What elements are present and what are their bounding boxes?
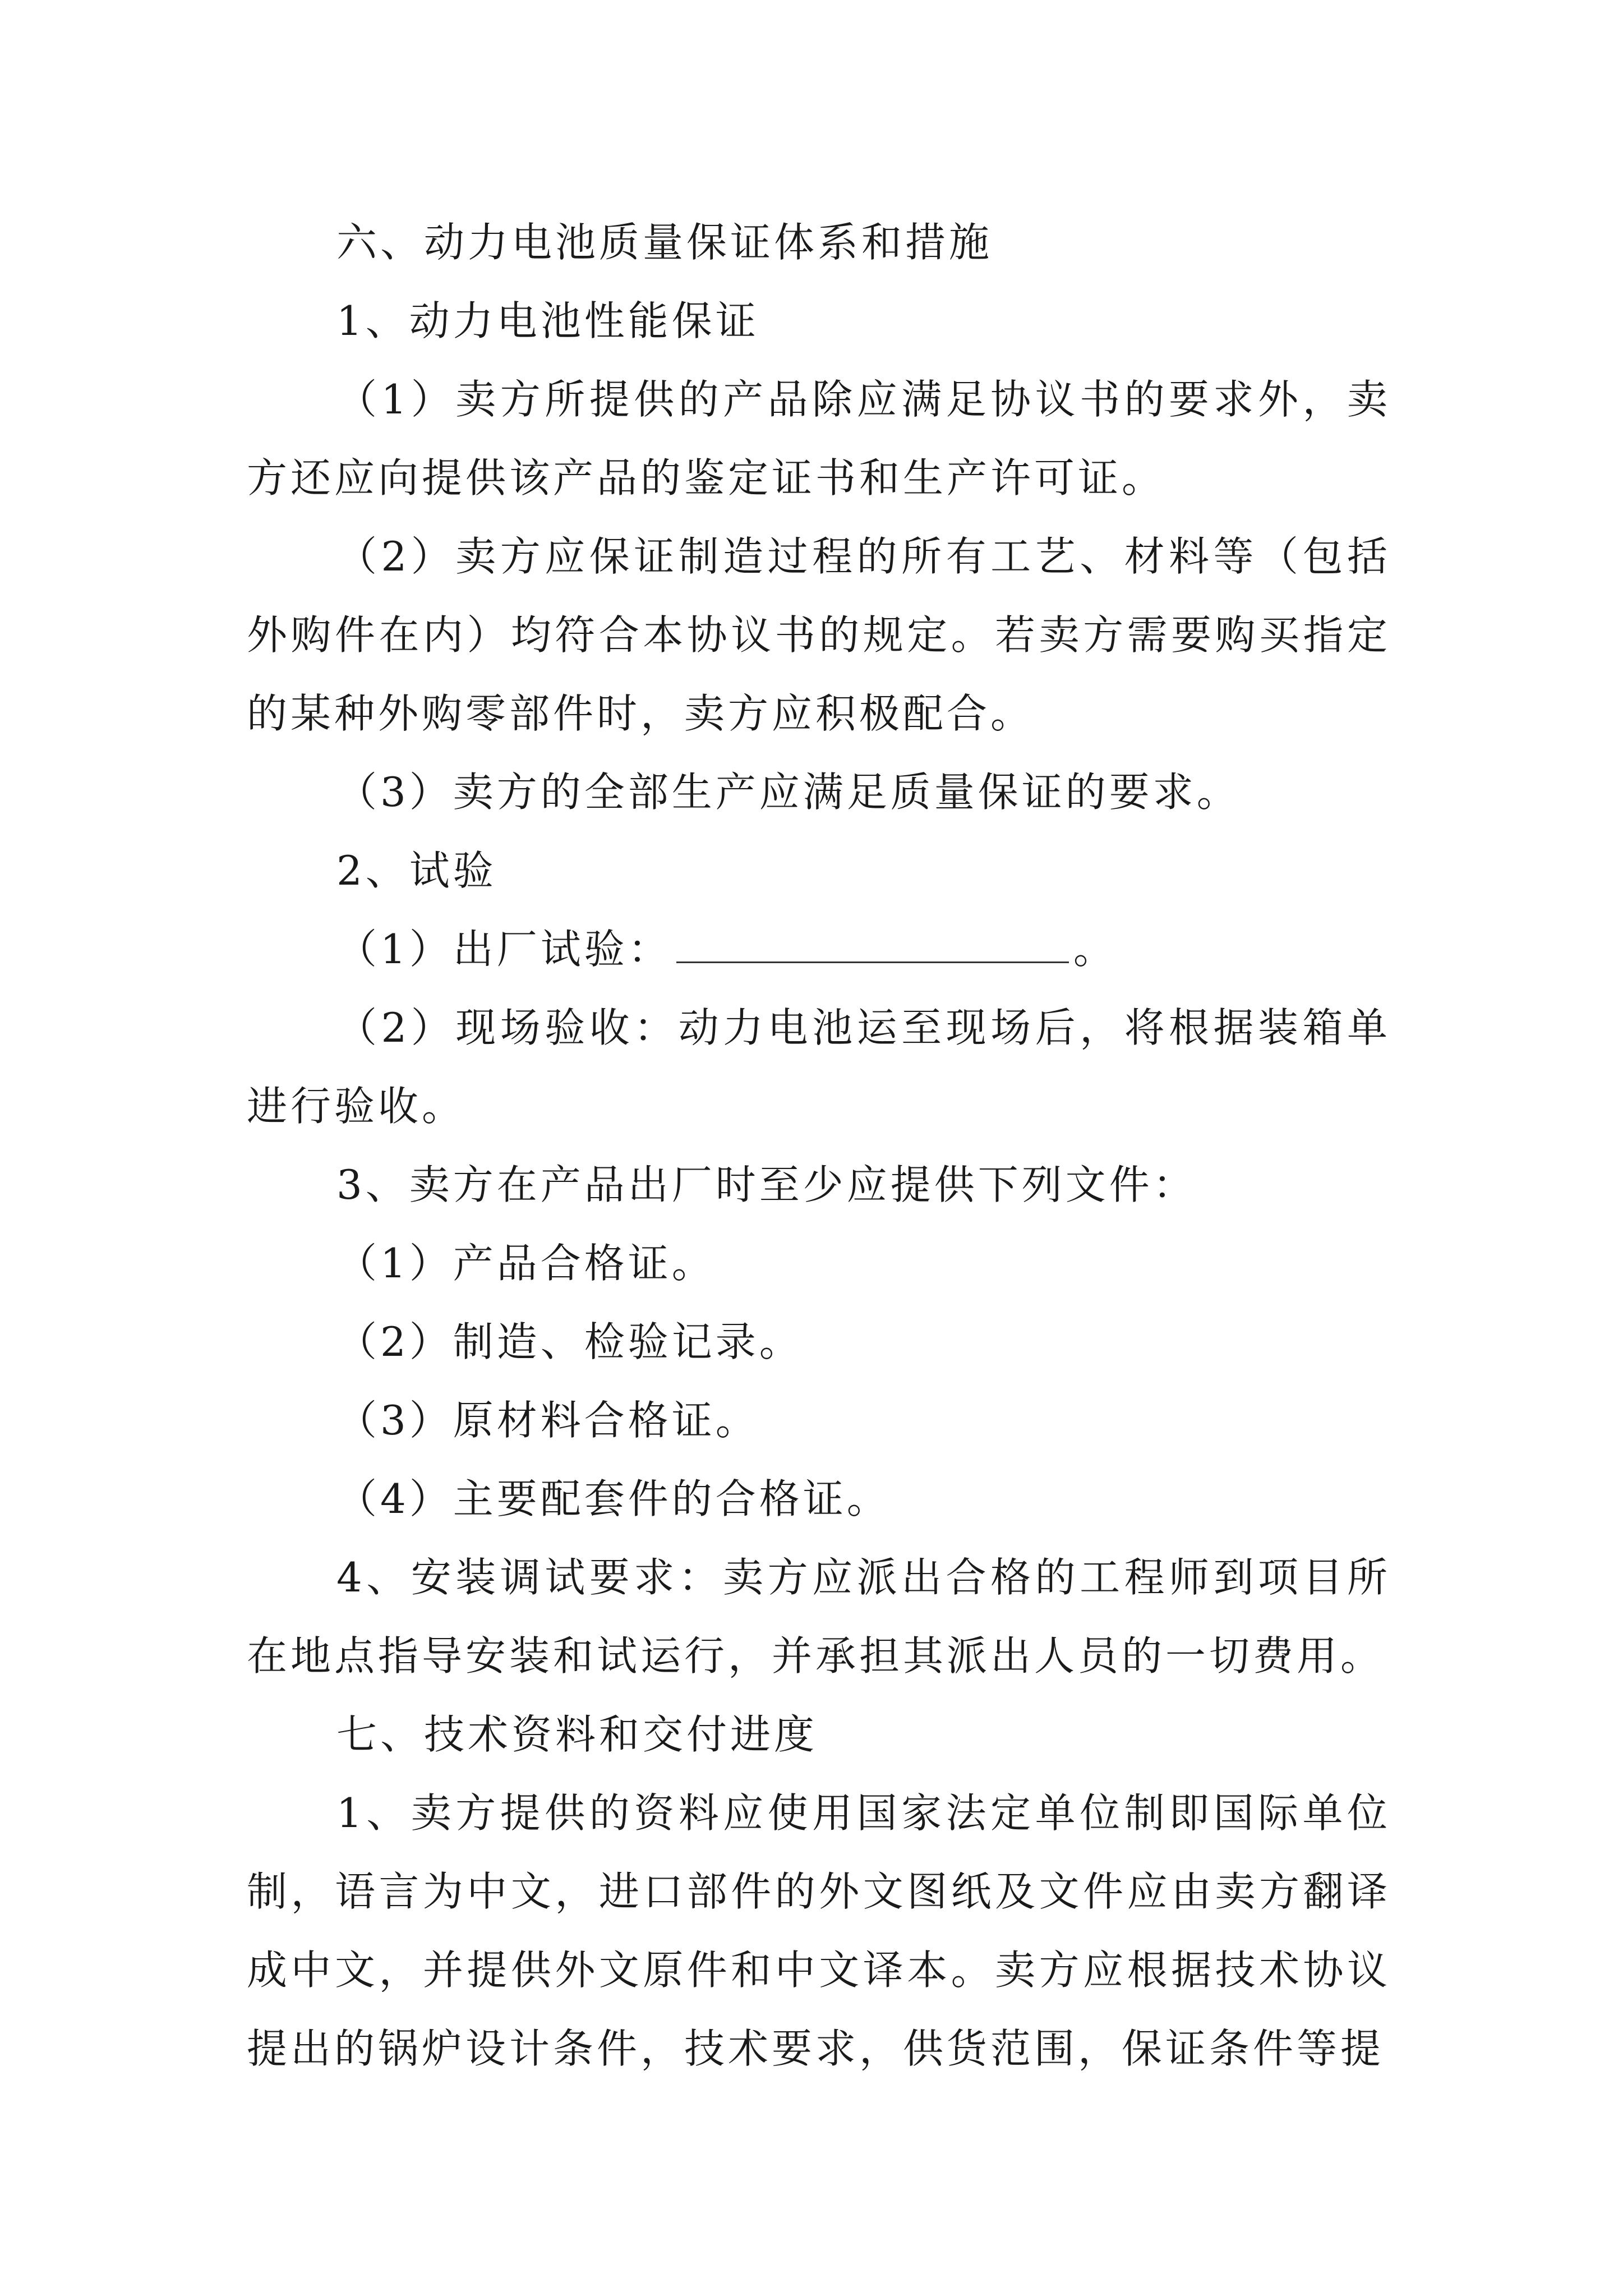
- paragraph-6-1-3: （3）卖方的全部生产应满足质量保证的要求。: [336, 769, 1241, 816]
- document-body: [247, 203, 1391, 2088]
- paragraph-6-2-1: [247, 910, 1391, 988]
- paragraph-6-4: 4、安装调试要求：卖方应派出合格的工程师到项目所在地点指导安装和试运行，并承担其派出人员的一切费用。: [247, 1554, 1391, 1680]
- list-item-6-3-3: （3）原材料合格证。: [336, 1397, 759, 1444]
- subsection-6-3-title: 3、卖方在产品出厂时至少应提供下列文件：: [336, 1161, 1197, 1208]
- paragraph-6-1-2: （2）卖方应保证制造过程的所有工艺、材料等（包括外购件在内）均符合本协议书的规定。若卖方需要购买指定的某种外购零部件时，卖方应积极配合。: [247, 533, 1391, 737]
- section-6-title: 六、动力电池质量保证体系和措施: [336, 219, 993, 266]
- list-item-6-3-2: （2）制造、检验记录。: [336, 1318, 803, 1365]
- fill-in-blank-line: [676, 924, 1069, 963]
- section-7-title: 七、技术资料和交付进度: [336, 1711, 818, 1758]
- list-item-6-3-4: （4）主要配套件的合格证。: [336, 1475, 891, 1522]
- paragraph-6-2-2: （2）现场验收：动力电池运至现场后，将根据装箱单进行验收。: [247, 1004, 1391, 1130]
- paragraph-6-1-1: （1）卖方所提供的产品除应满足协议书的要求外，卖方还应向提供该产品的鉴定证书和生产许可证。: [247, 376, 1391, 501]
- paragraph-7-1: 1、卖方提供的资料应使用国家法定单位制即国际单位制，语言为中文，进口部件的外文图纸及文件应由卖方翻译成中文，并提供外文原件和中文译本。卖方应根据技术协议提出的锅炉设计条件，技术要求，供货范围，保证条件等提: [247, 1789, 1391, 2072]
- subsection-6-1-title: 1、动力电池性能保证: [336, 297, 759, 344]
- factory-test-label: （1）出厂试验：: [336, 926, 672, 973]
- factory-test-end: 。: [1073, 926, 1117, 973]
- list-item-6-3-1: （1）产品合格证。: [336, 1240, 716, 1287]
- subsection-6-2-title: 2、试验: [336, 847, 497, 894]
